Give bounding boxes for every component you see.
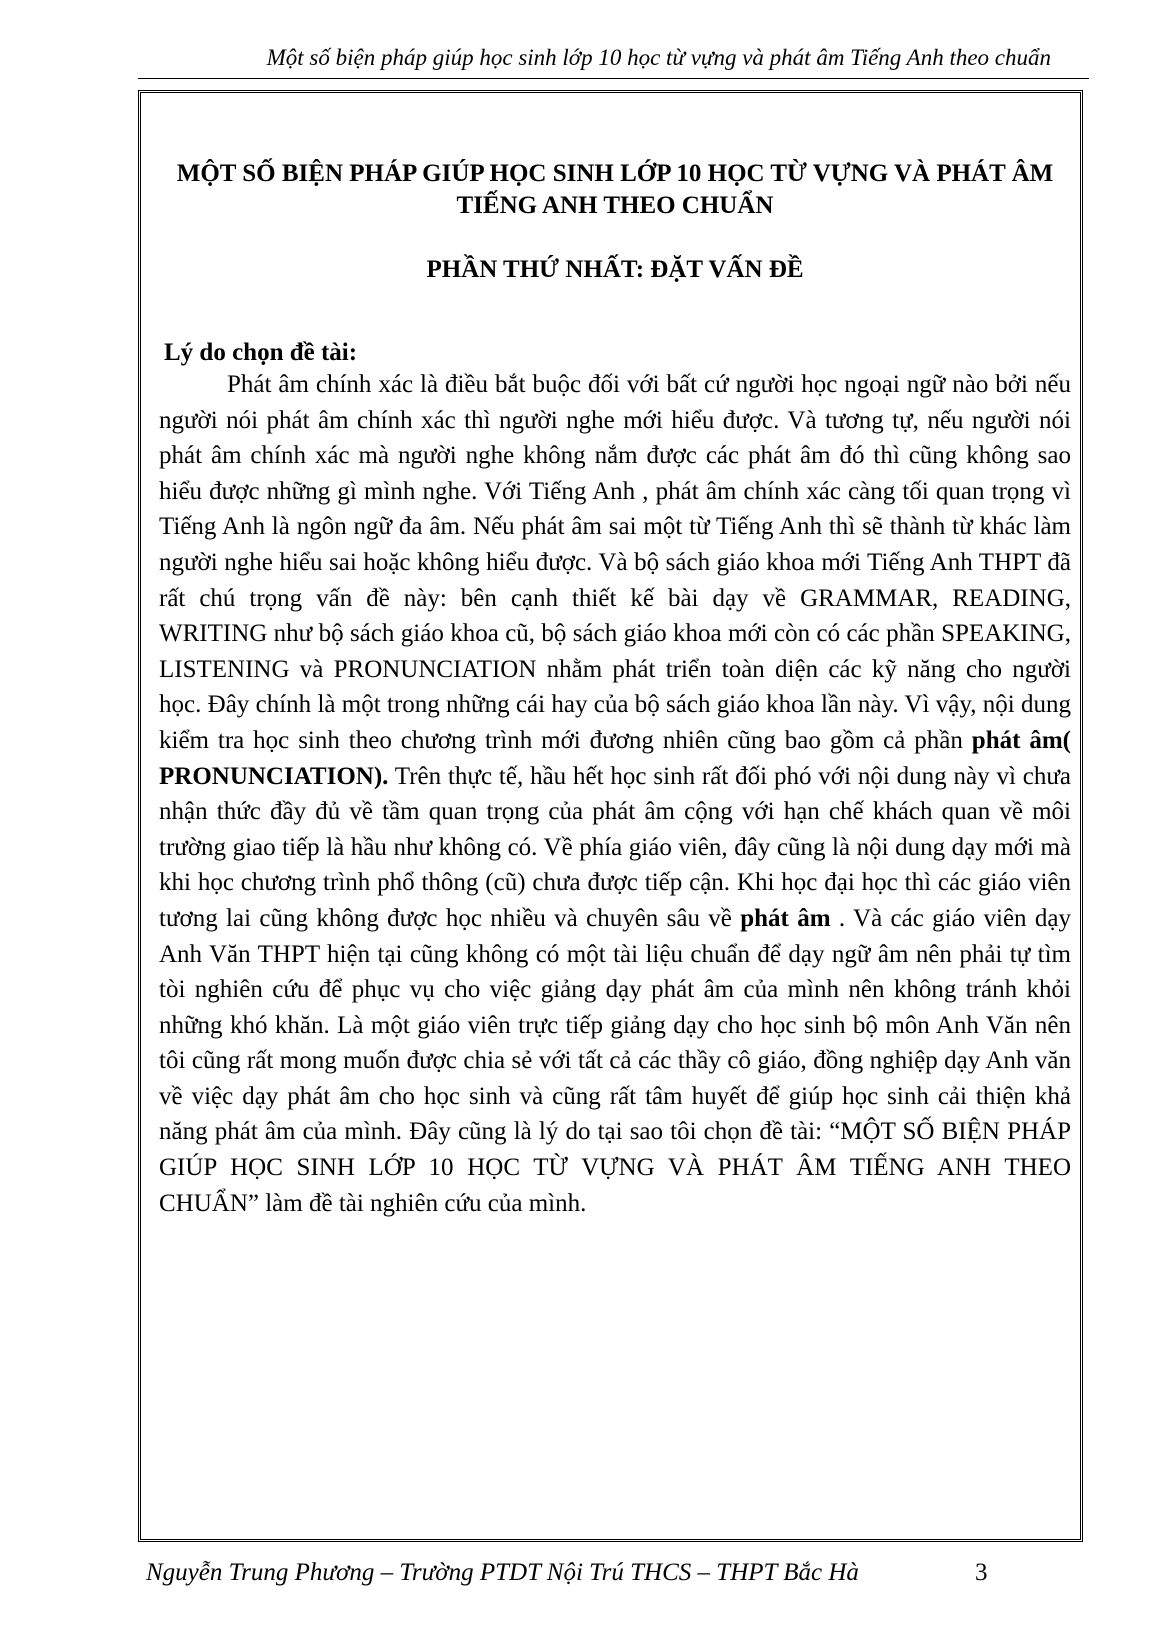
- paragraph-bold-term-2: phát âm: [740, 904, 831, 932]
- paragraph-text-part1: Phát âm chính xác là điều bắt buộc đối với bất cứ người học ngoại ngữ nào bởi nếu người nói phát âm chính xác thì người nghe mới hiểu được. Và tương tự, nếu người nói phát âm chính xác mà người nghe không nắm được các phát âm đó thì cũng không sao hiểu được những gì mình nghe. Với Tiếng Anh , phát âm chính xác càng tối quan trọng vì Tiếng Anh là ngôn ngữ đa âm. Nếu phát âm sai một từ Tiếng Anh thì sẽ thành từ khác làm người nghe hiểu sai hoặc không hiểu được. Và bộ sách giáo khoa mới Tiếng Anh THPT đã rất chú trọng vấn đề này: bên cạnh thiết kế bài dạy về GRAMMAR, READING, WRITING như bộ sách giáo khoa cũ, bộ sách giáo khoa mới còn có các phần SPEAKING, LISTENING và PRONUNCIATION nhằm phát triển toàn diện các kỹ năng cho người học. Đây chính là một trong những cái hay của bộ sách giáo khoa lần này. Vì vậy, nội dung kiểm tra học sinh theo chương trình mới đương nhiên cũng bao gồm cả phần: [159, 371, 1071, 754]
- paragraph-bold-term-1: phát âm( PRONUNCIATION).: [159, 726, 1071, 790]
- body-paragraph: [159, 367, 1071, 1221]
- document-title: MỘT SỐ BIỆN PHÁP GIÚP HỌC SINH LỚP 10 HỌC TỪ VỰNG VÀ PHÁT ÂM TIẾNG ANH THEO CHUẨN: [176, 160, 1054, 219]
- reason-heading: Lý do chọn đề tài:: [164, 339, 358, 366]
- paragraph-text-part2: Trên thực tế, hầu hết học sinh rất đối phó với nội dung này vì chưa nhận thức đầy đủ về tầm quan trọng của phát âm cộng với hạn chế khách quan về môi trường giao tiếp là hầu như không có. Về phía giáo viên, đây cũng là nội dung dạy mới mà khi học chương trình phổ thông (cũ) chưa được tiếp cận. Khi học đại học thì các giáo viên tương lai cũng không được học nhiều và chuyên sâu về: [159, 762, 1071, 932]
- section-title: PHẦN THỨ NHẤT: ĐẶT VẤN ĐỀ: [426, 256, 804, 283]
- paragraph-text-part3: . Và các giáo viên dạy Anh Văn THPT hiện tại cũng không có một tài liệu chuẩn để dạy ngữ âm nên phải tự tìm tòi nghiên cứu để phục vụ cho việc giảng dạy phát âm của mình nên không tránh khỏi những khó khăn. Là một giáo viên trực tiếp giảng dạy cho học sinh bộ môn Anh Văn nên tôi cũng rất mong muốn được chia sẻ với tất cả các thầy cô giáo, đồng nghiệp dạy Anh văn về việc dạy phát âm cho học sinh và cũng rất tâm huyết để giúp học sinh cải thiện khả năng phát âm của mình. Đây cũng là lý do tại sao tôi chọn đề tài: “MỘT SỐ BIỆN PHÁP GIÚP HỌC SINH LỚP 10 HỌC TỪ VỰNG VÀ PHÁT ÂM TIẾNG ANH THEO CHUẨN” làm đề tài nghiên cứu của mình.: [159, 904, 1071, 1217]
- header-divider: [138, 78, 1089, 79]
- running-header: Một số biện pháp giúp học sinh lớp 10 học từ vựng và phát âm Tiếng Anh theo chuẩn: [266, 45, 1051, 70]
- running-footer: Nguyễn Trung Phương – Trường PTDT Nội Trú THCS – THPT Bắc Hà: [146, 1559, 859, 1586]
- page-number: 3: [975, 1559, 988, 1586]
